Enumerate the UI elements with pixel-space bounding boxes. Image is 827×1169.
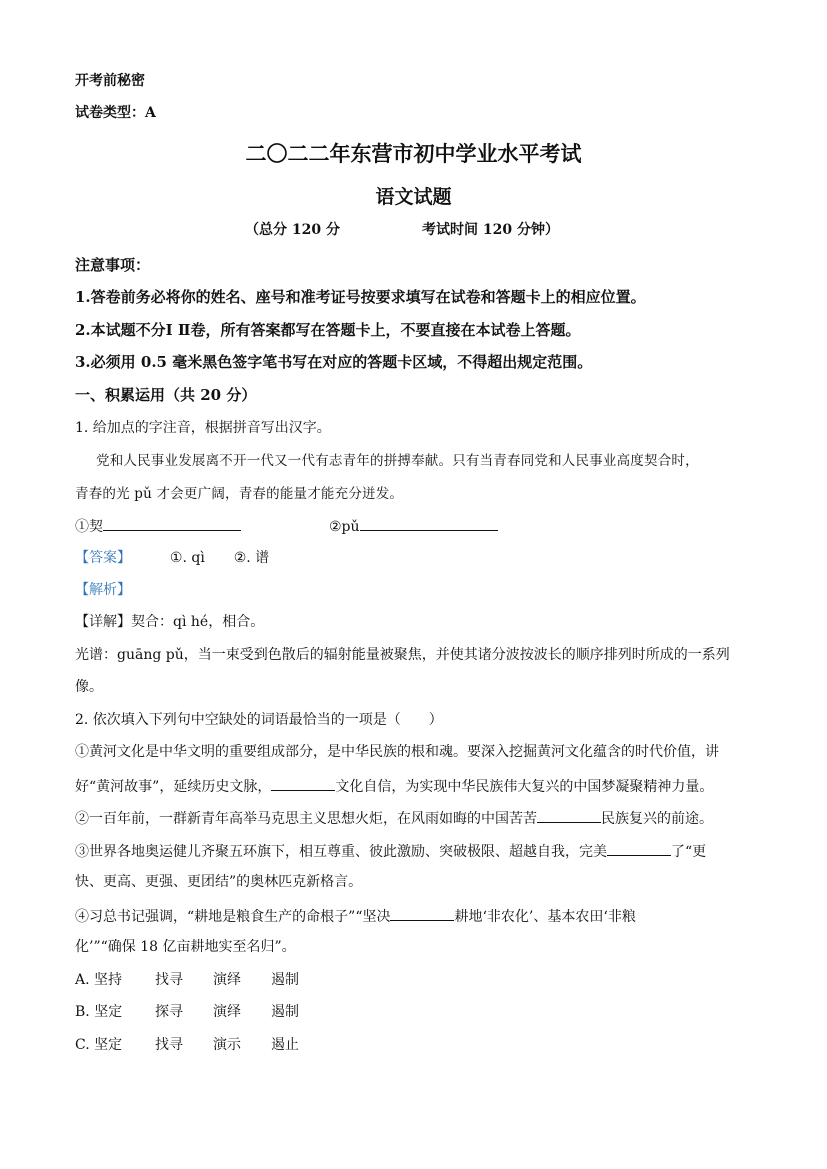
option-label: C. 坚定 [75,1037,123,1053]
option-word: 演绎 [213,972,241,988]
subject-title: 语文试题 [375,186,452,208]
option-a[interactable] [75,971,299,989]
sentence-text: 好“黄河故事”，延续历史文脉， [75,779,272,795]
total-score: （总分 120 分 [245,222,340,238]
answer-blank-line [103,516,241,531]
option-c[interactable] [75,1036,299,1054]
analysis-tag: 【解析】 [75,582,131,598]
detail-text: 像。 [75,679,103,695]
sentence-4-cont: 化’”“确保 18 亿亩耕地实至名归”。 [75,939,296,955]
exam-title: 二〇二二年东营市初中学业水平考试 [245,141,582,166]
question-stem: 1. 给加点的字注音，根据拼音写出汉字。 [75,420,331,436]
secret-label: 开考前秘密 [75,73,145,89]
sentence-text: 民族复兴的前途。 [601,811,713,827]
answer-blank-line [537,808,601,823]
answer-blank-line [271,776,335,791]
sentence-text: 文化自信，为实现中华民族伟大复兴的中国梦凝聚精神力量。 [335,779,714,795]
notice-heading: 注意事项： [75,256,151,274]
passage-text: 青春的光 pǔ 才会更广阔，青春的能量才能充分迸发。 [75,486,404,502]
detail-text: 光谱：guāng pǔ，当一束受到色散后的辐射能量被聚焦，并使其诸分波按波长的顺序排列时所成的一系列 [75,647,730,663]
answer-tag: 【答案】 [75,550,131,566]
sentence-2 [75,808,713,828]
blank-2 [329,516,498,536]
sentence-1-cont [75,776,713,796]
detail-text: 【详解】契合：qì hé，相合。 [75,614,265,630]
option-word: 遏制 [271,1004,299,1020]
answer-blank-line [360,516,498,531]
option-label: A. 坚持 [75,972,123,988]
answer-2: ②. 谱 [233,550,270,566]
option-word: 遏制 [271,972,299,988]
section-heading: 一、积累运用（共 20 分） [75,386,257,404]
notice-item: 3.必须用 0.5 毫米黑色签字笔书写在对应的答题卡区域，不得超出规定范围。 [75,353,593,371]
question-stem: 2. 依次填入下列句中空缺处的词语最恰当的一项是（ ） [75,712,443,728]
paper-type: 试卷类型：A [75,105,156,121]
sentence-3-cont: 快、更高、更强、更团结”的奥林匹克新格言。 [75,874,363,890]
sentence-text: ④习总书记强调，“耕地是粮食生产的命根子”“坚决 [75,909,391,925]
sentence-1: ①黄河文化是中华文明的重要组成部分，是中华民族的根和魂。要深入挖掘黄河文化蕴含的时代价值，讲 [75,744,719,760]
option-word: 演示 [213,1037,241,1053]
notice-item: 2.本试题不分Ⅰ Ⅱ卷，所有答案都写在答题卡上，不要直接在本试卷上答题。 [75,321,581,339]
option-word: 遏止 [271,1037,299,1053]
answer-row [75,549,269,567]
sentence-3 [75,841,706,861]
sentence-text: 耕地‘非农化’、基本农田‘非粮 [454,909,636,925]
sentence-text: 了“更 [671,844,707,860]
option-word: 找寻 [155,1037,183,1053]
option-word: 演绎 [213,1004,241,1020]
exam-time: 考试时间 120 分钟） [422,222,559,238]
blank-1-label: ①契 [75,519,103,535]
option-word: 找寻 [155,972,183,988]
sentence-4 [75,906,636,926]
answer-blank-line [607,841,671,856]
sentence-text: ③世界各地奥运健儿齐聚五环旗下，相互尊重、彼此激励、突破极限、超越自我，完美 [75,844,607,860]
option-b[interactable] [75,1003,299,1021]
answer-blank-line [390,906,454,921]
notice-item: 1.答卷前务必将你的姓名、座号和准考证号按要求填写在试卷和答题卡上的相应位置。 [75,288,646,306]
option-label: B. 坚定 [75,1004,123,1020]
sentence-text: ②一百年前，一群新青年高举马克思主义思想火炬，在风雨如晦的中国苦苦 [75,811,537,827]
blank-1 [75,516,241,536]
answer-1: ①. qì [169,550,205,566]
passage-text: 党和人民事业发展离不开一代又一代有志青年的拼搏奉献。只有当青春同党和人民事业高度契合时， [96,453,699,469]
option-word: 探寻 [155,1004,183,1020]
blank-2-label: ②pǔ [329,519,360,535]
